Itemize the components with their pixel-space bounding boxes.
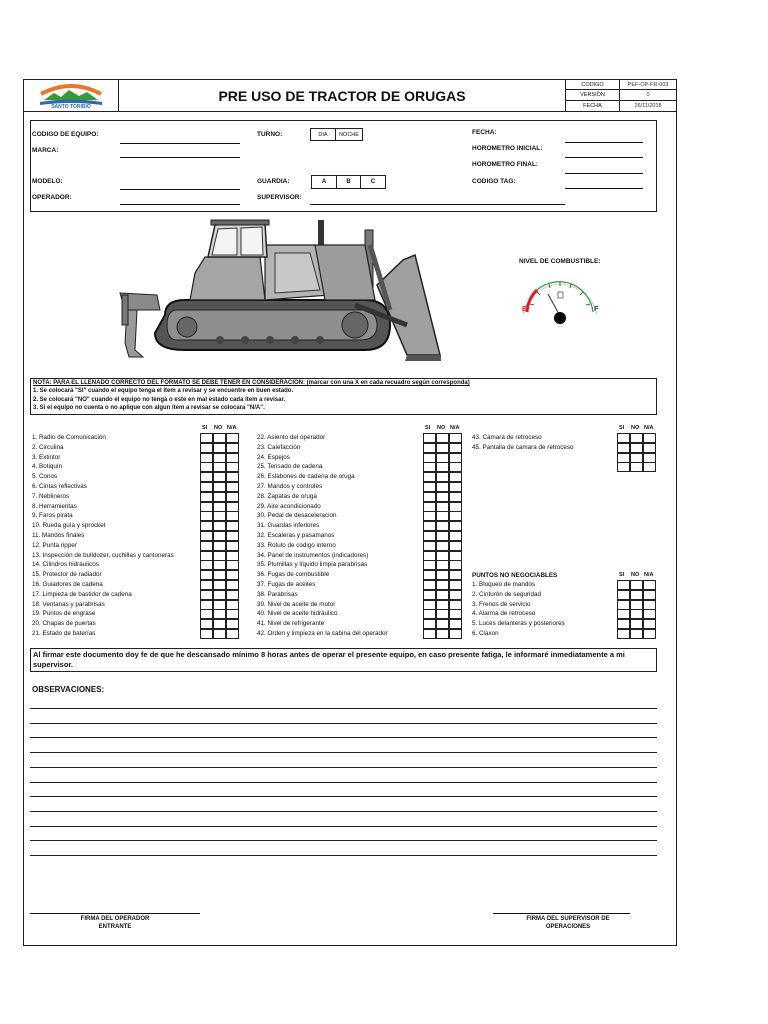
- col1-checkbox-no[interactable]: [213, 462, 226, 472]
- col2-checkbox-no[interactable]: [436, 551, 449, 561]
- col2-checkbox-na[interactable]: [449, 619, 462, 629]
- col2-item: 42. Orden y limpieza en la cabina del operador: [257, 630, 388, 637]
- col2-checkbox-no[interactable]: [436, 570, 449, 580]
- observaciones-line[interactable]: [30, 767, 657, 768]
- fuel-full-marker: F: [594, 306, 599, 313]
- col2-checkbox-si[interactable]: [423, 443, 436, 453]
- nn-checkbox-na[interactable]: [643, 580, 656, 590]
- col1-checkbox-si[interactable]: [200, 600, 213, 610]
- col1-checkbox-no[interactable]: [213, 609, 226, 619]
- col1-checkbox-si[interactable]: [200, 443, 213, 453]
- fuel-level-label: NIVEL DE COMBUSTIBLE:: [519, 258, 601, 265]
- no-negociables-title: PUNTOS NO NEGOCIABLES: [472, 572, 558, 579]
- col2-item: 33. Rotulo de codigo interno: [257, 541, 336, 549]
- col2-item: 36. Fugas de combustible: [257, 571, 330, 579]
- col1-checkbox-si[interactable]: [200, 541, 213, 551]
- col2-checkbox-na[interactable]: [449, 609, 462, 619]
- col2-checkbox-no[interactable]: [436, 531, 449, 541]
- col1-checkbox-na[interactable]: [226, 462, 239, 472]
- col2-item: 41. Nivel de refrigerante: [257, 620, 325, 628]
- col3-header-no: NO: [631, 425, 640, 431]
- col2-checkbox-na[interactable]: [449, 492, 462, 502]
- col2-checkbox-si[interactable]: [423, 560, 436, 570]
- guardia-a-option[interactable]: A: [311, 175, 337, 189]
- col2-header-no: NO: [437, 425, 446, 431]
- turno-dia-option[interactable]: DIA: [310, 128, 336, 141]
- nn-item: 2. Cinturón de seguridad: [472, 590, 541, 598]
- col1-checkbox-na[interactable]: [226, 629, 239, 639]
- codigo-tag-label: CODIGO TAG:: [472, 178, 516, 185]
- observaciones-line[interactable]: [30, 723, 657, 724]
- col2-checkbox-no[interactable]: [436, 541, 449, 551]
- nn-checkbox-na[interactable]: [643, 619, 656, 629]
- col2-checkbox-no[interactable]: [436, 433, 449, 443]
- col1-header-no: NO: [214, 425, 223, 431]
- nn-checkbox-no[interactable]: [630, 619, 643, 629]
- col1-item: 9. Faros pirata: [32, 512, 73, 520]
- observaciones-line[interactable]: [30, 826, 657, 827]
- logo-text: SANTO TORIBIO: [51, 104, 91, 110]
- col2-item: 25. Tensado de cadena: [257, 463, 323, 471]
- col1-checkbox-no[interactable]: [213, 472, 226, 482]
- col2-checkbox-si[interactable]: [423, 551, 436, 561]
- document-meta: [565, 79, 677, 112]
- meta-fecha-value: 26/11/2018: [619, 101, 677, 112]
- col1-checkbox-no[interactable]: [213, 521, 226, 531]
- col1-checkbox-si[interactable]: [200, 453, 213, 463]
- observaciones-line[interactable]: [30, 840, 657, 841]
- nn-checkbox-na[interactable]: [643, 590, 656, 600]
- col2-checkbox-si[interactable]: [423, 462, 436, 472]
- modelo-field[interactable]: [120, 189, 240, 190]
- nn-checkbox-no[interactable]: [630, 629, 643, 639]
- col1-checkbox-no[interactable]: [213, 453, 226, 463]
- nn-header-na: N/A: [644, 572, 654, 578]
- col3-item: 43. Camara de retroceso: [472, 434, 542, 441]
- col1-checkbox-na[interactable]: [226, 570, 239, 580]
- col2-checkbox-na[interactable]: [449, 541, 462, 551]
- col2-checkbox-no[interactable]: [436, 619, 449, 629]
- bulldozer-illustration: [115, 215, 445, 365]
- col2-checkbox-no[interactable]: [436, 609, 449, 619]
- horometro-inicial-label: HOROMETRO INICIAL:: [472, 145, 543, 152]
- nn-checkbox-na[interactable]: [643, 629, 656, 639]
- horometro-final-label: HOROMETRO FINAL:: [472, 161, 539, 168]
- col2-checkbox-na[interactable]: [449, 629, 462, 639]
- col2-checkbox-na[interactable]: [449, 443, 462, 453]
- col2-checkbox-na[interactable]: [449, 521, 462, 531]
- col2-checkbox-na[interactable]: [449, 600, 462, 610]
- col1-checkbox-no[interactable]: [213, 443, 226, 453]
- col2-checkbox-si[interactable]: [423, 472, 436, 482]
- guardia-b-option[interactable]: B: [337, 175, 361, 189]
- col2-checkbox-si[interactable]: [423, 531, 436, 541]
- col1-item: 18. Ventanas y parabrisas: [32, 600, 105, 608]
- observaciones-line[interactable]: [30, 782, 657, 783]
- col3-checkbox-no[interactable]: [630, 433, 643, 443]
- fatigue-declaration: Al firmar este documento doy fe de que he descansado mínimo 8 horas antes de operar el presente equipo, en caso presente fatiga, le informaré inmediatamente a mi supervisor.: [30, 648, 657, 672]
- col2-checkbox-na[interactable]: [449, 590, 462, 600]
- col1-checkbox-si[interactable]: [200, 433, 213, 443]
- col2-checkbox-no[interactable]: [436, 502, 449, 512]
- col3-empty-checkbox[interactable]: [643, 462, 656, 472]
- codigo-tag-field[interactable]: [565, 188, 643, 189]
- nn-checkbox-no[interactable]: [630, 600, 643, 610]
- col2-checkbox-si[interactable]: [423, 609, 436, 619]
- col1-checkbox-na[interactable]: [226, 453, 239, 463]
- col1-header-si: SI: [202, 425, 208, 431]
- col1-checkbox-no[interactable]: [213, 492, 226, 502]
- nn-checkbox-si[interactable]: [617, 609, 630, 619]
- horometro-inicial-field[interactable]: [565, 157, 643, 158]
- col1-checkbox-na[interactable]: [226, 600, 239, 610]
- guardia-label: GUARDIA:: [257, 178, 290, 185]
- col1-checkbox-na[interactable]: [226, 472, 239, 482]
- col2-checkbox-na[interactable]: [449, 462, 462, 472]
- firma-operador-line[interactable]: [30, 913, 200, 914]
- col1-item: 6. Cintas reflectivas: [32, 483, 87, 490]
- col2-checkbox-si[interactable]: [423, 453, 436, 463]
- observaciones-line[interactable]: [30, 708, 657, 709]
- col1-checkbox-no[interactable]: [213, 541, 226, 551]
- nn-item: 3. Frenos de servicio: [472, 600, 531, 608]
- col1-checkbox-na[interactable]: [226, 619, 239, 629]
- col2-item: 24. Espejos: [257, 453, 290, 461]
- fecha-label: FECHA:: [472, 129, 497, 136]
- col1-checkbox-na[interactable]: [226, 492, 239, 502]
- col3-item: 45. Pantalla de camara de retroceso: [472, 443, 574, 451]
- col1-checkbox-si[interactable]: [200, 521, 213, 531]
- col1-item: 7. Neblineros: [32, 492, 70, 500]
- firma-operador-line2: ENTRANTE: [98, 924, 132, 930]
- col2-item: 40. Nivel de aceite hidráulico: [257, 610, 338, 618]
- col1-checkbox-no[interactable]: [213, 590, 226, 600]
- col2-checkbox-si[interactable]: [423, 511, 436, 521]
- nn-item: 1. Bloqueo de mandos: [472, 581, 536, 588]
- col1-item: 5. Conos: [32, 473, 58, 481]
- col1-checkbox-na[interactable]: [226, 482, 239, 492]
- col1-checkbox-si[interactable]: [200, 462, 213, 472]
- col1-checkbox-si[interactable]: [200, 619, 213, 629]
- col2-item: 35. Plumillas y líquido limpia parabrisas: [257, 561, 368, 569]
- col2-checkbox-si[interactable]: [423, 521, 436, 531]
- col1-checkbox-na[interactable]: [226, 521, 239, 531]
- col2-checkbox-si[interactable]: [423, 629, 436, 639]
- col1-checkbox-si[interactable]: [200, 531, 213, 541]
- col1-checkbox-si[interactable]: [200, 472, 213, 482]
- col1-checkbox-no[interactable]: [213, 531, 226, 541]
- turno-noche-option[interactable]: NOCHE: [336, 128, 363, 141]
- nn-checkbox-no[interactable]: [630, 580, 643, 590]
- col1-checkbox-si[interactable]: [200, 570, 213, 580]
- col2-item: 29. Aire acondicionado: [257, 502, 321, 510]
- marca-field[interactable]: [120, 157, 240, 158]
- firma-operador-line1: FIRMA DEL OPERADOR: [80, 916, 150, 922]
- supervisor-field[interactable]: [310, 204, 565, 205]
- col2-checkbox-na[interactable]: [449, 580, 462, 590]
- meta-version-label: VERSIÓN: [565, 90, 619, 101]
- codigo-equipo-field[interactable]: [120, 143, 240, 144]
- col3-empty-checkbox[interactable]: [617, 453, 630, 463]
- col1-checkbox-no[interactable]: [213, 551, 226, 561]
- col2-checkbox-na[interactable]: [449, 472, 462, 482]
- col2-checkbox-na[interactable]: [449, 560, 462, 570]
- nn-item: 5. Luces delanteras y posteriores: [472, 620, 565, 628]
- col2-checkbox-no[interactable]: [436, 511, 449, 521]
- col3-checkbox-si[interactable]: [617, 433, 630, 443]
- observaciones-line[interactable]: [30, 855, 657, 856]
- col1-checkbox-no[interactable]: [213, 619, 226, 629]
- col2-checkbox-no[interactable]: [436, 443, 449, 453]
- col1-item: 12. Punta ripper: [32, 541, 77, 549]
- fuel-gauge: [515, 274, 605, 329]
- col1-checkbox-si[interactable]: [200, 551, 213, 561]
- col1-checkbox-na[interactable]: [226, 609, 239, 619]
- col1-item: 15. Protector de radiador: [32, 571, 102, 579]
- nn-header-no: NO: [631, 572, 640, 578]
- col1-item: 21. Estado de baterías: [32, 630, 96, 637]
- col2-checkbox-no[interactable]: [436, 560, 449, 570]
- col1-checkbox-no[interactable]: [213, 560, 226, 570]
- col3-checkbox-no[interactable]: [630, 443, 643, 453]
- fuel-empty-marker: E: [522, 306, 527, 313]
- col2-item: 22. Asiento del operador: [257, 434, 326, 441]
- col2-checkbox-na[interactable]: [449, 531, 462, 541]
- col1-checkbox-na[interactable]: [226, 511, 239, 521]
- col1-checkbox-si[interactable]: [200, 502, 213, 512]
- col1-item: 10. Rueda guía y sprocket: [32, 522, 106, 530]
- col1-item: 1. Radio de Comunicación: [32, 434, 106, 441]
- col2-checkbox-na[interactable]: [449, 482, 462, 492]
- col1-checkbox-si[interactable]: [200, 580, 213, 590]
- nn-checkbox-si[interactable]: [617, 590, 630, 600]
- col3-checkbox-si[interactable]: [617, 443, 630, 453]
- nn-checkbox-si[interactable]: [617, 629, 630, 639]
- nn-checkbox-no[interactable]: [630, 609, 643, 619]
- col2-checkbox-si[interactable]: [423, 502, 436, 512]
- fecha-field[interactable]: [565, 142, 643, 143]
- col2-item: 26. Eslabones de cadena de oruga: [257, 473, 355, 481]
- col2-checkbox-no[interactable]: [436, 453, 449, 463]
- col1-checkbox-no[interactable]: [213, 580, 226, 590]
- col1-checkbox-na[interactable]: [226, 590, 239, 600]
- col2-item: 38. Parabrisas: [257, 590, 298, 598]
- col1-checkbox-na[interactable]: [226, 541, 239, 551]
- col3-empty-checkbox[interactable]: [630, 462, 643, 472]
- nn-item: 6. Claxon: [472, 630, 499, 637]
- col3-header-na: N/A: [644, 425, 654, 431]
- col1-checkbox-na[interactable]: [226, 560, 239, 570]
- col1-item: 16. Guiadores de cadena: [32, 581, 103, 588]
- col1-item: 17. Limpieza de bastidor de cadena: [32, 590, 132, 598]
- nn-item: 4. Alarma de retroceso: [472, 610, 536, 618]
- col1-checkbox-no[interactable]: [213, 433, 226, 443]
- col2-checkbox-no[interactable]: [436, 600, 449, 610]
- col1-item: 11. Mandos finales: [32, 532, 85, 539]
- col3-empty-checkbox[interactable]: [630, 453, 643, 463]
- marca-label: MARCA:: [32, 147, 59, 154]
- col1-item: 20. Chapas de puertas: [32, 620, 96, 628]
- col1-checkbox-no[interactable]: [213, 502, 226, 512]
- col1-checkbox-si[interactable]: [200, 609, 213, 619]
- col2-checkbox-si[interactable]: [423, 492, 436, 502]
- horometro-final-field[interactable]: [565, 173, 643, 174]
- nn-checkbox-na[interactable]: [643, 609, 656, 619]
- col2-checkbox-si[interactable]: [423, 482, 436, 492]
- nota-line-2: 2. Se colocará "NO" cuando el equipo no tenga o este en mal estado cada ítem a revisar.: [33, 397, 286, 403]
- col1-checkbox-si[interactable]: [200, 560, 213, 570]
- col3-checkbox-na[interactable]: [643, 443, 656, 453]
- col1-item: 19. Puntos de engrase: [32, 610, 96, 618]
- nn-header-si: SI: [619, 572, 625, 578]
- col2-item: 37. Fugas de aceites: [257, 581, 316, 588]
- codigo-equipo-label: CODIGO DE EQUIPO:: [32, 131, 99, 138]
- col1-checkbox-na[interactable]: [226, 580, 239, 590]
- col1-checkbox-no[interactable]: [213, 511, 226, 521]
- nota-title: NOTA: PARA EL LLENADO CORRECTO DEL FORMATO SE DEBE TENER EN CONSIDERACION: (marcar con una X en cada recuadro según corresponda): [33, 380, 470, 386]
- col2-item: 28. Zapatas de oruga: [257, 492, 317, 500]
- col1-item: 8. Herramientas: [32, 502, 77, 510]
- col2-checkbox-no[interactable]: [436, 482, 449, 492]
- nota-box: [30, 378, 657, 415]
- col2-checkbox-si[interactable]: [423, 541, 436, 551]
- meta-codigo-label: CODIGO: [565, 79, 619, 90]
- observaciones-line[interactable]: [30, 796, 657, 797]
- col1-checkbox-na[interactable]: [226, 551, 239, 561]
- firma-supervisor-line2: OPERACIONES: [545, 924, 591, 930]
- col1-checkbox-na[interactable]: [226, 502, 239, 512]
- col1-checkbox-si[interactable]: [200, 511, 213, 521]
- form-header: [23, 79, 677, 112]
- nota-line-1: 1. Se colocará "SI" cuando el equipo tenga el ítem a revisar y se encuentre en buen estado.: [33, 388, 294, 394]
- col2-checkbox-no[interactable]: [436, 629, 449, 639]
- col2-checkbox-na[interactable]: [449, 511, 462, 521]
- meta-codigo-value: PEF-OP-FR-003: [619, 79, 677, 90]
- operador-label: OPERADOR:: [32, 194, 72, 201]
- nn-checkbox-na[interactable]: [643, 600, 656, 610]
- col2-checkbox-na[interactable]: [449, 433, 462, 443]
- col2-item: 30. Pedal de desaceleracion: [257, 512, 337, 520]
- col1-checkbox-si[interactable]: [200, 590, 213, 600]
- firma-supervisor-label: [493, 915, 643, 931]
- col1-checkbox-na[interactable]: [226, 443, 239, 453]
- col2-checkbox-si[interactable]: [423, 580, 436, 590]
- col1-checkbox-si[interactable]: [200, 629, 213, 639]
- nota-line-3: 3. Si el equipo no cuenta o no aplique con algun ítem a revisar se colocara "N/A".: [33, 405, 265, 411]
- nn-checkbox-si[interactable]: [617, 580, 630, 590]
- col1-checkbox-no[interactable]: [213, 600, 226, 610]
- col2-checkbox-no[interactable]: [436, 492, 449, 502]
- col2-item: 34. Panel de instrumentos (indicadores): [257, 551, 369, 559]
- col2-checkbox-no[interactable]: [436, 462, 449, 472]
- observaciones-label: OBSERVACIONES:: [32, 685, 105, 694]
- col1-item: 14. Cilindros hidráulicos: [32, 561, 99, 569]
- col2-checkbox-na[interactable]: [449, 502, 462, 512]
- col2-checkbox-na[interactable]: [449, 551, 462, 561]
- col1-item: 2. Circulina: [32, 443, 64, 451]
- col1-checkbox-no[interactable]: [213, 570, 226, 580]
- firma-supervisor-line[interactable]: [493, 913, 630, 914]
- page-title: PRE USO DE TRACTOR DE ORUGAS: [218, 88, 466, 104]
- col1-checkbox-na[interactable]: [226, 531, 239, 541]
- observaciones-line[interactable]: [30, 737, 657, 738]
- col2-item: 27. Mandos y controles: [257, 483, 323, 490]
- col1-item: 13. Inspección de bulldozer, cuchillas y cantoneras: [32, 551, 174, 559]
- col1-checkbox-si[interactable]: [200, 492, 213, 502]
- col2-item: 31. Guardas inferiores: [257, 522, 320, 530]
- col2-checkbox-si[interactable]: [423, 570, 436, 580]
- col2-checkbox-na[interactable]: [449, 570, 462, 580]
- col1-item: 4. Botiquín: [32, 463, 63, 471]
- col2-item: 32. Escaleras y pasamanos: [257, 532, 335, 539]
- col2-checkbox-no[interactable]: [436, 580, 449, 590]
- col3-checkbox-na[interactable]: [643, 433, 656, 443]
- col2-checkbox-no[interactable]: [436, 521, 449, 531]
- col2-header-na: N/A: [450, 425, 460, 431]
- observaciones-line[interactable]: [30, 811, 657, 812]
- meta-fecha-label: FECHA: [565, 101, 619, 112]
- nn-checkbox-no[interactable]: [630, 590, 643, 600]
- col2-item: 39. Nivel de aceite de motor: [257, 600, 336, 608]
- operador-field[interactable]: [120, 204, 240, 205]
- col2-header-si: SI: [425, 425, 431, 431]
- modelo-label: MODELO:: [32, 178, 63, 185]
- col2-checkbox-no[interactable]: [436, 472, 449, 482]
- col3-empty-checkbox[interactable]: [643, 453, 656, 463]
- nn-checkbox-si[interactable]: [617, 600, 630, 610]
- col2-checkbox-no[interactable]: [436, 590, 449, 600]
- col2-checkbox-si[interactable]: [423, 433, 436, 443]
- nn-checkbox-si[interactable]: [617, 619, 630, 629]
- turno-label: TURNO:: [257, 131, 283, 138]
- supervisor-label: SUPERVISOR:: [257, 194, 302, 201]
- col1-header-na: N/A: [227, 425, 237, 431]
- col3-empty-checkbox[interactable]: [617, 462, 630, 472]
- firma-operador-label: [30, 915, 200, 931]
- col2-item: 23. Calefacción: [257, 443, 301, 451]
- col2-checkbox-si[interactable]: [423, 600, 436, 610]
- col2-checkbox-si[interactable]: [423, 590, 436, 600]
- col1-checkbox-si[interactable]: [200, 482, 213, 492]
- col1-checkbox-no[interactable]: [213, 629, 226, 639]
- col1-checkbox-na[interactable]: [226, 433, 239, 443]
- guardia-c-option[interactable]: C: [361, 175, 386, 189]
- col3-header-si: SI: [619, 425, 625, 431]
- col2-checkbox-si[interactable]: [423, 619, 436, 629]
- title-cell: [118, 79, 565, 112]
- logo-cell: [23, 79, 118, 112]
- meta-version-value: 0: [619, 90, 677, 101]
- col1-item: 3. Extintor: [32, 453, 61, 461]
- col1-checkbox-no[interactable]: [213, 482, 226, 492]
- firma-supervisor-line1: FIRMA DEL SUPERVISOR DE: [526, 916, 610, 922]
- observaciones-line[interactable]: [30, 752, 657, 753]
- col2-checkbox-na[interactable]: [449, 453, 462, 463]
